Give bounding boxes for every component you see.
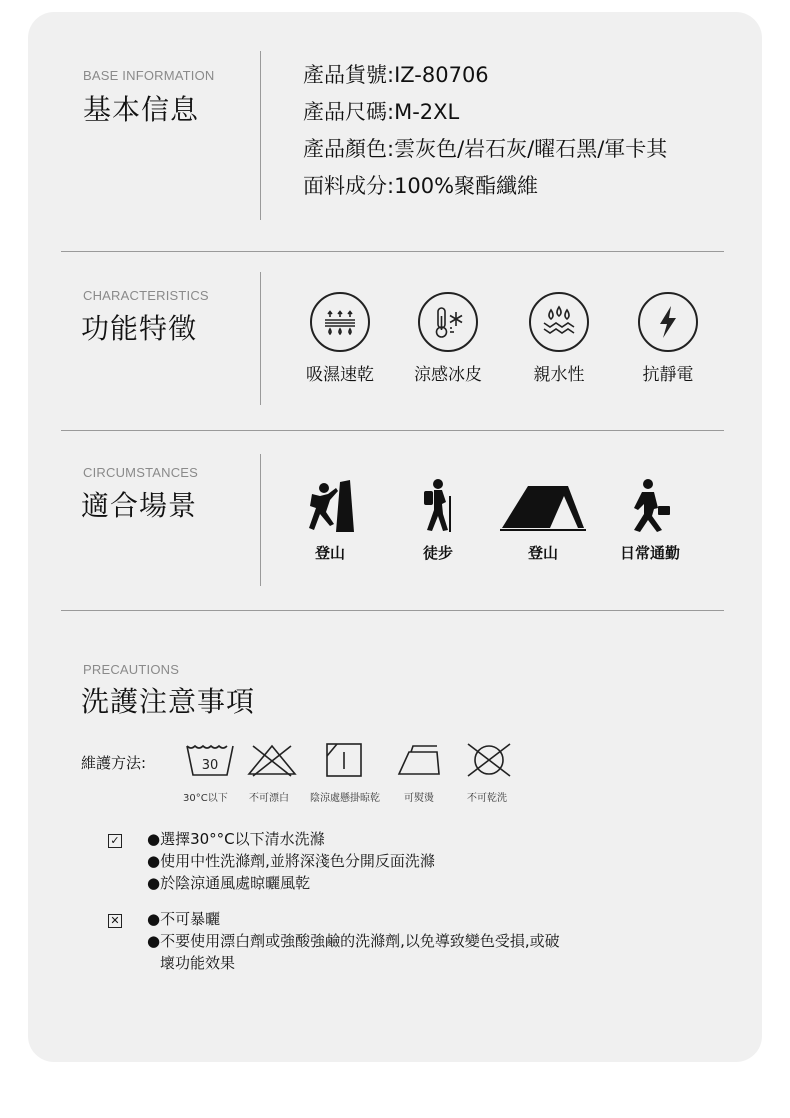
cooling-thermometer-icon (418, 292, 478, 352)
care-label-iron: 可熨燙 (404, 793, 434, 804)
dont-list (147, 908, 560, 974)
water-drops-icon (529, 292, 589, 352)
scene-label: 徒步 (422, 544, 453, 562)
no-dry-clean-icon (462, 742, 516, 782)
circumstances-zh-heading: 適合場景 (81, 489, 198, 522)
scene-hiking (383, 478, 493, 563)
scene-label: 登山 (314, 544, 345, 562)
characteristics-zh-heading: 功能特徵 (81, 312, 198, 345)
feature-label: 親水性 (533, 365, 585, 385)
section-divider (61, 430, 724, 431)
care-label-dry: 陰涼處懸掛晾乾 (310, 793, 380, 804)
climbing-icon (302, 478, 358, 534)
care-label-dry-clean: 不可乾洗 (467, 793, 507, 804)
check-box-icon: ✓ (108, 834, 122, 848)
line-dry-shade-icon (325, 742, 365, 782)
feature-label: 吸濕速乾 (306, 365, 374, 385)
spec-sku: 產品貨號:IZ-80706 (303, 63, 489, 87)
feature-cooling (393, 292, 503, 385)
dont-item: ●不可暴曬 (147, 910, 221, 928)
scene-commute (595, 478, 705, 563)
feature-label: 抗靜電 (642, 365, 694, 385)
wash-temp: 30 (201, 758, 219, 773)
moisture-wicking-icon (310, 292, 370, 352)
product-spec-list (303, 57, 667, 205)
precautions-zh-heading: 洗護注意事項 (81, 685, 256, 718)
care-label-wash: 30°C以下 (183, 793, 228, 804)
characteristics-en-heading: CHARACTERISTICS (83, 288, 209, 303)
hiking-icon (410, 478, 466, 534)
divider-vertical (260, 272, 261, 405)
precautions-en-heading: PRECAUTIONS (83, 662, 180, 677)
circumstances-en-heading: CIRCUMSTANCES (83, 465, 199, 480)
divider-vertical (260, 454, 261, 586)
feature-label: 涼感冰皮 (414, 365, 482, 385)
section-divider (61, 610, 724, 611)
divider-vertical (260, 51, 261, 220)
base-info-en-heading: BASE INFORMATION (83, 68, 215, 83)
care-label-bleach: 不可漂白 (249, 793, 289, 804)
do-list (147, 828, 435, 894)
scene-label: 登山 (527, 544, 558, 562)
spec-color: 產品顏色:雲灰色/岩石灰/曜石黑/軍卡其 (303, 137, 668, 161)
do-item: ●選擇30°°C以下清水洗滌 (147, 830, 325, 848)
feature-hydrophilic (504, 292, 614, 385)
feature-antistatic (613, 292, 723, 385)
dont-item: 壞功能效果 (160, 954, 236, 972)
spec-size: 產品尺碼:M-2XL (303, 100, 460, 124)
cross-box-icon: ✕ (108, 914, 122, 928)
care-method-label: 維護方法: (81, 754, 147, 772)
dont-item: ●不要使用漂白劑或強酸強鹼的洗滌劑,以免導致變色受損,或破 (147, 932, 560, 950)
base-info-zh-heading: 基本信息 (83, 93, 200, 126)
scene-climbing (275, 478, 385, 563)
feature-moisture-wicking (285, 292, 395, 385)
tent-icon (498, 478, 588, 534)
wash-30-icon (185, 742, 235, 782)
spec-material: 面料成分:100%聚酯纖維 (303, 174, 539, 198)
do-item: ●使用中性洗滌劑,並將深淺色分開反面洗滌 (147, 852, 435, 870)
scene-camping (488, 478, 598, 563)
lightning-icon (638, 292, 698, 352)
scene-label: 日常通勤 (619, 544, 680, 562)
iron-icon (395, 742, 445, 782)
section-divider (61, 251, 724, 252)
commuter-icon (622, 478, 678, 534)
no-bleach-icon (245, 742, 299, 782)
do-item: ●於陰涼通風處晾曬風乾 (147, 874, 311, 892)
